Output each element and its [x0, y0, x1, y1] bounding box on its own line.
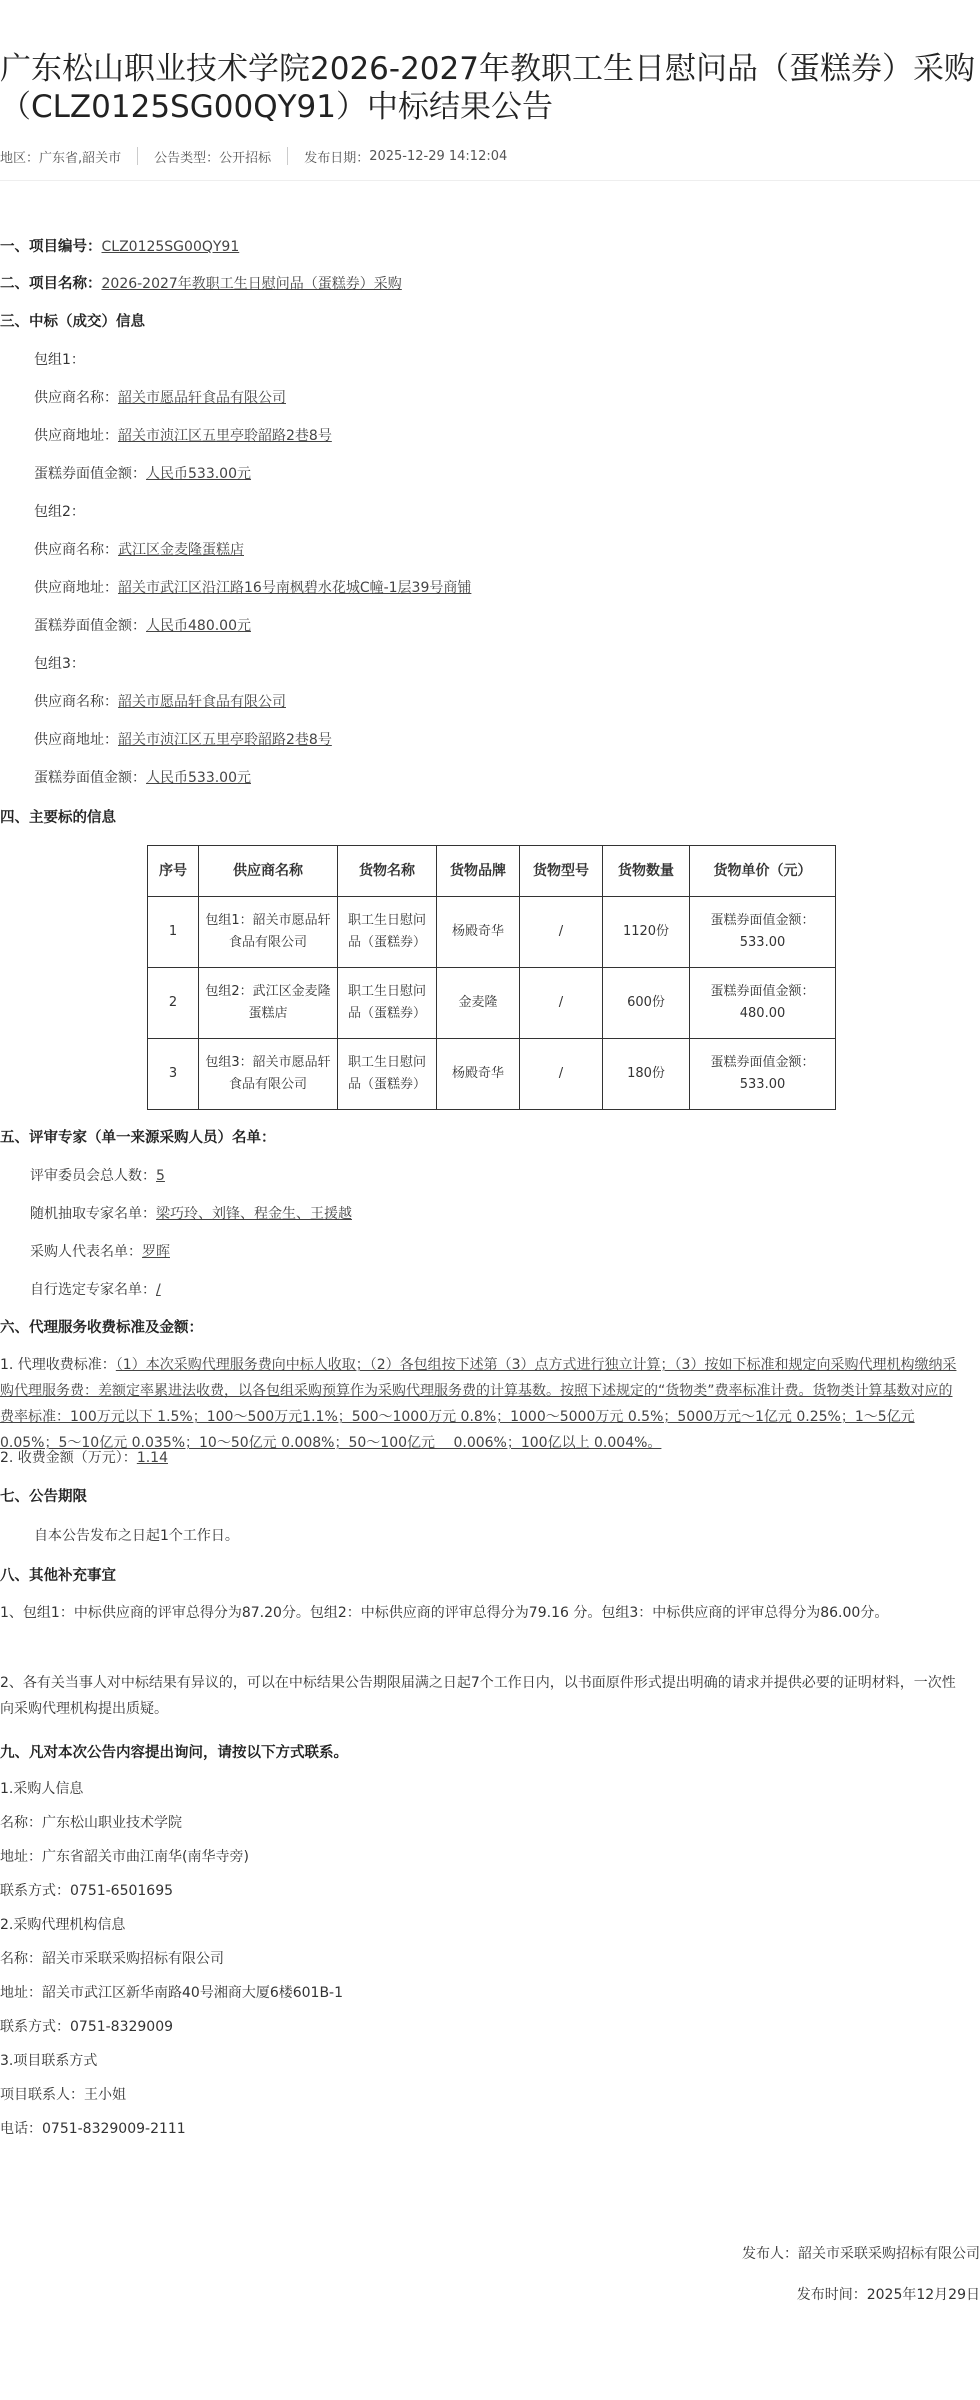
table-cell: / — [520, 897, 603, 968]
table-cell: 包组1：韶关市愿品轩食品有限公司 — [199, 897, 338, 968]
experts-self: 自行选定专家名单：/ — [30, 1282, 161, 1298]
contact-line: 电话：0751-8329009-2111 — [0, 2121, 186, 2137]
table-cell: 蛋糕券面值金额：533.00 — [690, 897, 836, 968]
contact-line: 联系方式：0751-6501695 — [0, 1883, 174, 1899]
contact-line: 名称：广东松山职业技术学院 — [0, 1815, 182, 1831]
table-cell: 职工生日慰问品（蛋糕券） — [338, 968, 437, 1039]
section-supplement-heading: 八、其他补充事宜 — [0, 1568, 116, 1584]
table-cell: 1 — [148, 897, 199, 968]
supplement-scores: 1、包组1：中标供应商的评审总得分为87.20分。包组2：中标供应商的评审总得分为79.16 分。包组3：中标供应商的评审总得分为86.00分。 — [0, 1605, 889, 1621]
table-cell: 180份 — [603, 1039, 690, 1110]
table-header: 序号 — [148, 846, 199, 897]
table-cell: / — [520, 1039, 603, 1110]
contact-line: 名称：韶关市采联采购招标有限公司 — [0, 1951, 224, 1967]
table-cell: 金麦隆 — [437, 968, 520, 1039]
section-period-heading: 七、公告期限 — [0, 1489, 87, 1505]
contact-line: 联系方式：0751-8329009 — [0, 2019, 174, 2035]
experts-rep: 采购人代表名单：罗晖 — [30, 1244, 170, 1260]
table-cell: 杨殿奇华 — [437, 897, 520, 968]
meta-region: 地区： 广东省,韶关市 — [0, 150, 122, 166]
meta-divider — [287, 147, 288, 165]
table-header: 货物名称 — [338, 846, 437, 897]
table-cell: 包组3：韶关市愿品轩食品有限公司 — [199, 1039, 338, 1110]
table-row — [148, 968, 836, 1039]
table-cell: / — [520, 968, 603, 1039]
table-header: 货物型号 — [520, 846, 603, 897]
period-text: 自本公告发布之日起1个工作日。 — [34, 1528, 239, 1544]
project-name: 二、项目名称：2026-2027年教职工生日慰问品（蛋糕券）采购 — [0, 276, 402, 292]
table-header: 供应商名称 — [199, 846, 338, 897]
publisher: 发布人：韶关市采联采购招标有限公司 — [742, 2246, 980, 2262]
table-cell: 职工生日慰问品（蛋糕券） — [338, 1039, 437, 1110]
page-title: 广东松山职业技术学院2026-2027年教职工生日慰问品（蛋糕券）采购（CLZ0125SG00QY91）中标结果公告 — [0, 51, 975, 125]
lot-label: 包组2： — [34, 504, 85, 520]
table-cell: 3 — [148, 1039, 199, 1110]
lot-amount: 蛋糕券面值金额：人民币533.00元 — [34, 466, 251, 482]
table-header-row — [148, 846, 836, 897]
section-contact-heading: 九、凡对本次公告内容提出询问，请按以下方式联系。 — [0, 1745, 348, 1761]
contact-line: 地址：广东省韶关市曲江南华(南华寺旁) — [0, 1849, 249, 1865]
lot-amount: 蛋糕券面值金额：人民币533.00元 — [34, 770, 251, 786]
table-cell: 蛋糕券面值金额：533.00 — [690, 1039, 836, 1110]
lot-amount: 蛋糕券面值金额：人民币480.00元 — [34, 618, 251, 634]
section-items-heading: 四、主要标的信息 — [0, 810, 116, 826]
project-number: 一、项目编号：CLZ0125SG00QY91 — [0, 239, 240, 255]
lot-supplier: 供应商名称：韶关市愿品轩食品有限公司 — [34, 390, 286, 406]
table-row — [148, 1039, 836, 1110]
contact-line: 2.采购代理机构信息 — [0, 1917, 126, 1933]
lot-address: 供应商地址：韶关市浈江区五里亭聆韶路2巷8号 — [34, 732, 332, 748]
lot-label: 包组1： — [34, 352, 85, 368]
table-row — [148, 897, 836, 968]
lot-supplier: 供应商名称：韶关市愿品轩食品有限公司 — [34, 694, 286, 710]
table-cell: 600份 — [603, 968, 690, 1039]
table-cell: 2 — [148, 968, 199, 1039]
divider — [0, 180, 980, 181]
experts-total: 评审委员会总人数：5 — [30, 1168, 165, 1184]
table-header: 货物数量 — [603, 846, 690, 897]
table-header: 货物品牌 — [437, 846, 520, 897]
meta-type: 公告类型： 公开招标 — [154, 150, 272, 166]
section-award-heading: 三、中标（成交）信息 — [0, 314, 145, 330]
lot-address: 供应商地址：韶关市浈江区五里亭聆韶路2巷8号 — [34, 428, 332, 444]
supplement-objection: 2、各有关当事人对中标结果有异议的，可以在中标结果公告期限届满之日起7个工作日内，以书面原件形式提出明确的请求并提供必要的证明材料，一次性向采购代理机构提出质疑。 — [0, 1675, 956, 1717]
table-cell: 杨殿奇华 — [437, 1039, 520, 1110]
table-cell: 职工生日慰问品（蛋糕券） — [338, 897, 437, 968]
fee-amount: 2. 收费金额（万元）：1.14 — [0, 1450, 168, 1466]
lot-label: 包组3： — [34, 656, 85, 672]
lot-supplier: 供应商名称：武江区金麦隆蛋糕店 — [34, 542, 244, 558]
contact-line: 1.采购人信息 — [0, 1781, 84, 1797]
experts-random: 随机抽取专家名单：梁巧玲、刘锋、程金生、王援越 — [30, 1206, 352, 1222]
section-experts-heading: 五、评审专家（单一来源采购人员）名单： — [0, 1130, 276, 1146]
items-table — [147, 845, 836, 1110]
table-cell: 蛋糕券面值金额：480.00 — [690, 968, 836, 1039]
contact-line: 3.项目联系方式 — [0, 2053, 98, 2069]
meta-date: 发布日期： 2025-12-29 14:12:04 — [304, 148, 508, 166]
lot-address: 供应商地址：韶关市武江区沿江路16号南枫碧水花城C幢-1层39号商铺 — [34, 580, 472, 596]
publish-time: 发布时间：2025年12月29日 — [796, 2287, 980, 2303]
meta-divider — [137, 147, 138, 165]
contact-line: 地址：韶关市武江区新华南路40号湘商大厦6楼601B-1 — [0, 1985, 344, 2001]
fee-standard: 1. 代理收费标准：（1）本次采购代理服务费向中标人收取；（2）各包组按下述第（3）点方式进行独立计算；（3）按如下标准和规定向采购代理机构缴纳采购代理服务费：差额定率累进法收费，以各包组采购预算作为采购代理服务费的计算基数。按照下述规定的“货物类”费率标准计费。货物类计算基数对应的费率标准：100万元以下 1.5%；100～500万元1.1%；500～1000万元 0.8%；1000～5000万元 0.5%；5000万元～1亿元 0.25%；1～5亿元0.05%；5～10亿元 0.035%；10～50亿元 0.008%；50～100亿元 0.006%；100亿以上 0.004%。 — [0, 1357, 957, 1451]
contact-line: 项目联系人：王小姐 — [0, 2087, 126, 2103]
table-cell: 包组2：武江区金麦隆蛋糕店 — [199, 968, 338, 1039]
section-fee-heading: 六、代理服务收费标准及金额： — [0, 1320, 203, 1336]
table-cell: 1120份 — [603, 897, 690, 968]
table-header: 货物单价（元） — [690, 846, 836, 897]
meta-bar — [0, 146, 507, 166]
